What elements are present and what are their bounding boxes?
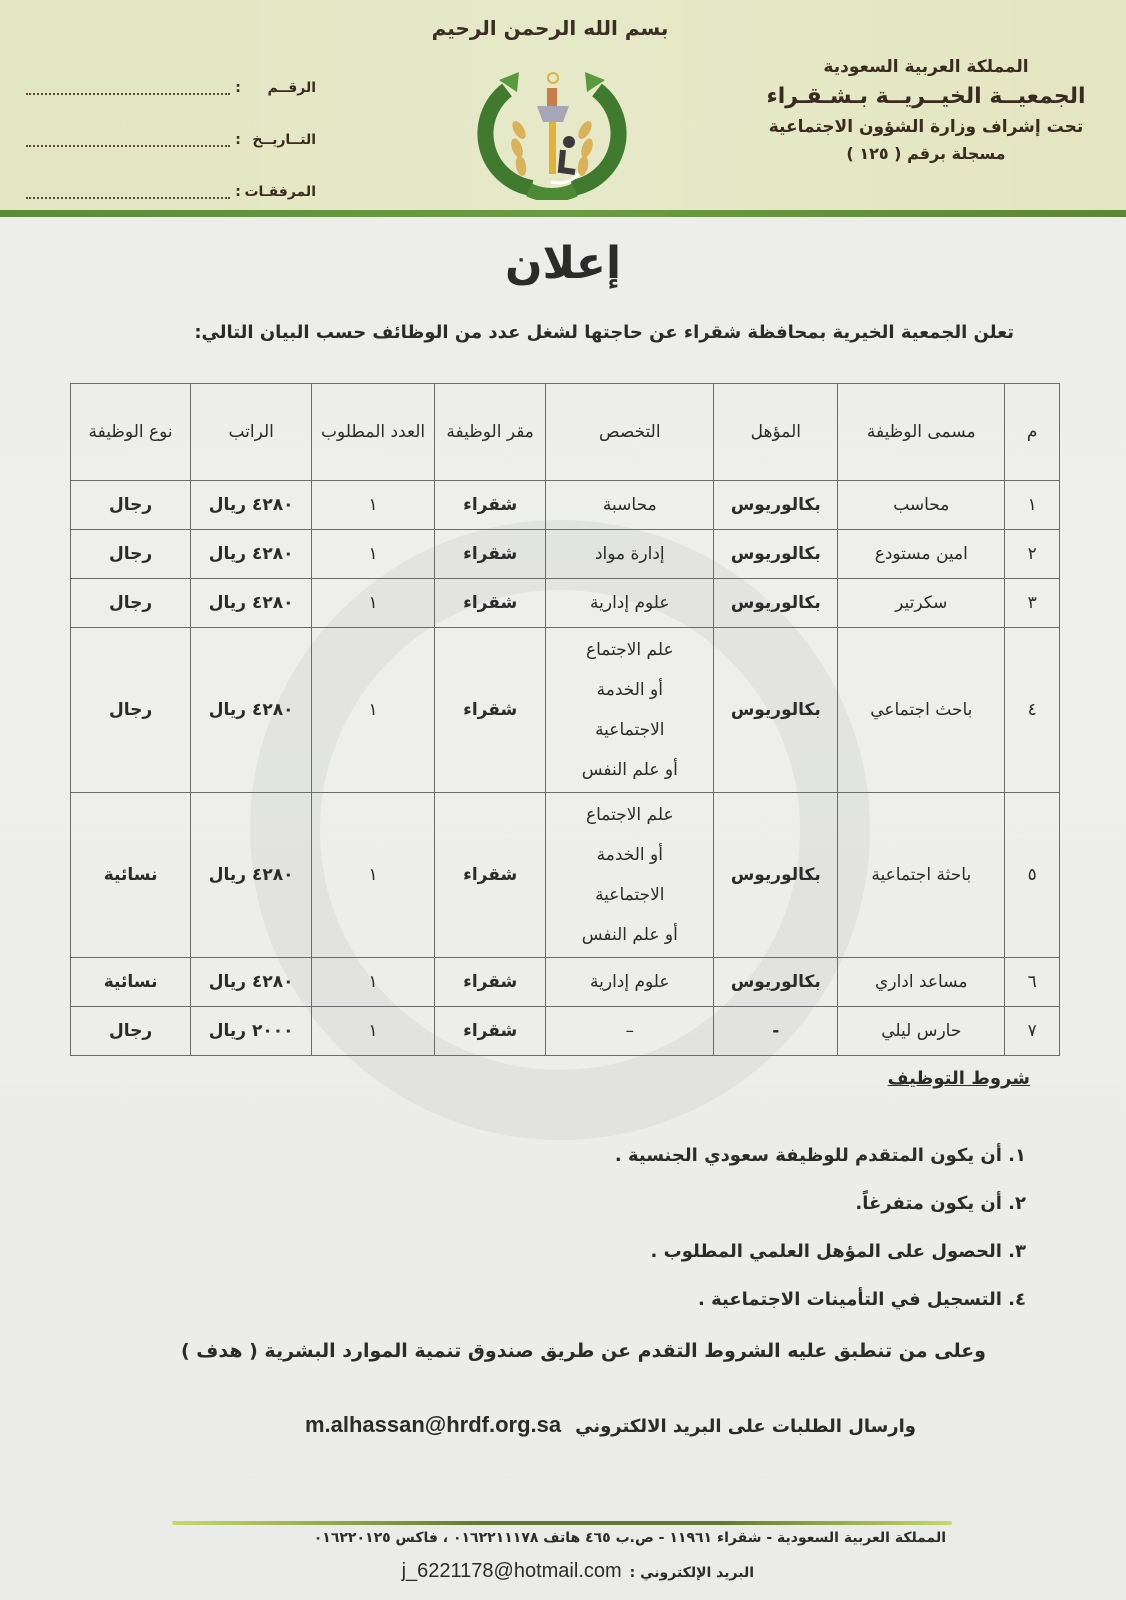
cell-job-title: محاسب <box>838 481 1005 530</box>
condition-item: ٤. التسجيل في التأمينات الاجتماعية . <box>698 1289 1026 1310</box>
table-row <box>71 530 1060 579</box>
reference-fields <box>26 62 316 218</box>
col-header-specialization: التخصص <box>546 384 714 481</box>
cell-count: ١ <box>312 793 435 958</box>
table-row <box>71 628 1060 793</box>
cell-index: ٤ <box>1005 628 1060 793</box>
cell-location: شقراء <box>435 628 546 793</box>
org-registration: مسجلة برقم ( ١٢٥ ) <box>846 143 1006 163</box>
cell-qualification: بكالوريوس <box>714 579 838 628</box>
table-row <box>71 1007 1060 1056</box>
specialization-line: أو الخدمة <box>596 845 663 865</box>
ref-attachments-field: المرفقـات : <box>26 166 316 218</box>
cell-salary: ٤٢٨٠ ريال <box>191 958 312 1007</box>
condition-item: ١. أن يكون المتقدم للوظيفة سعودي الجنسية . <box>614 1145 1026 1166</box>
cell-qualification: بكالوريوس <box>714 628 838 793</box>
table-row <box>71 481 1060 530</box>
submission-email-link[interactable]: m.alhassan@hrdf.org.sa <box>304 1412 562 1437</box>
cell-index: ٧ <box>1005 1007 1060 1056</box>
submission-label: وارسال الطلبات على البريد الالكتروني <box>575 1416 916 1437</box>
ref-date-field: التــاريــخ : <box>26 114 316 166</box>
org-supervision: تحت إشراف وزارة الشؤون الاجتماعية <box>768 116 1084 137</box>
footer-address: المملكة العربية السعودية - شقراء ١١٩٦١ - ص.ب ٤٦٥ هاتف ٠١٦٢٢١١١٧٨ ، فاكس ٠١٦٢٢٠١٢٥ <box>313 1530 946 1546</box>
col-header-location: مقر الوظيفة <box>435 384 546 481</box>
col-header-index: م <box>1005 384 1060 481</box>
submission-line <box>305 1412 916 1438</box>
jobs-table <box>70 383 1060 1056</box>
cell-salary: ٢٠٠٠ ريال <box>191 1007 312 1056</box>
cell-index: ٦ <box>1005 958 1060 1007</box>
ref-attachments-label: المرفقـات <box>244 184 316 200</box>
cell-location: شقراء <box>435 481 546 530</box>
cell-qualification: بكالوريوس <box>714 481 838 530</box>
table-row <box>71 793 1060 958</box>
letterhead <box>0 0 1126 212</box>
cell-specialization: محاسبة <box>546 481 714 530</box>
specialization-line: أو الخدمة <box>596 680 663 700</box>
cell-specialization: علوم إدارية <box>546 579 714 628</box>
ref-number-value <box>26 83 230 95</box>
cell-specialization: – <box>546 1007 714 1056</box>
intro-text: تعلن الجمعية الخيرية بمحافظة شقراء عن حاجتها لشغل عدد من الوظائف حسب البيان التالي: <box>194 322 1014 343</box>
specialization-line: الاجتماعية <box>595 885 665 905</box>
cell-count: ١ <box>312 1007 435 1056</box>
application-note: وعلى من تنطبق عليه الشروط التقدم عن طريق صندوق تنمية الموارد البشرية ( هدف ) <box>181 1340 986 1362</box>
cell-salary: ٤٢٨٠ ريال <box>191 481 312 530</box>
cell-qualification: بكالوريوس <box>714 530 838 579</box>
table-row <box>71 579 1060 628</box>
cell-salary: ٤٢٨٠ ريال <box>191 628 312 793</box>
cell-job-title: امين مستودع <box>838 530 1005 579</box>
condition-item: ٢. أن يكون متفرغاً. <box>855 1193 1026 1214</box>
ref-number-label: الرقــم <box>267 80 316 96</box>
ref-attachments-value <box>26 187 230 199</box>
cell-job-type: نسائية <box>71 958 191 1007</box>
cell-location: شقراء <box>435 793 546 958</box>
cell-location: شقراء <box>435 579 546 628</box>
ref-date-value <box>26 135 230 147</box>
conditions-title: شروط التوظيف <box>887 1068 1030 1089</box>
cell-salary: ٤٢٨٠ ريال <box>191 530 312 579</box>
cell-location: شقراء <box>435 530 546 579</box>
specialization-line: علم الاجتماع <box>585 805 674 825</box>
col-header-job-title: مسمى الوظيفة <box>838 384 1005 481</box>
cell-job-type: رجال <box>71 1007 191 1056</box>
table-row <box>71 958 1060 1007</box>
cell-job-type: رجال <box>71 579 191 628</box>
cell-job-type: نسائية <box>71 793 191 958</box>
conditions-list <box>615 1142 1026 1334</box>
footer-email-line <box>402 1560 754 1583</box>
footer-divider <box>172 1521 952 1525</box>
cell-qualification: بكالوريوس <box>714 793 838 958</box>
cell-index: ١ <box>1005 481 1060 530</box>
basmala: بسم الله الرحمن الرحيم <box>431 16 669 40</box>
table-header-row <box>71 384 1060 481</box>
organization-block <box>766 56 1086 165</box>
footer-email-label: البريد الإلكتروني : <box>629 1565 754 1581</box>
cell-count: ١ <box>312 958 435 1007</box>
page-title: إعلان <box>504 238 622 289</box>
org-country: المملكة العربية السعودية <box>823 57 1029 77</box>
col-header-count: العدد المطلوب <box>312 384 435 481</box>
cell-job-type: رجال <box>71 481 191 530</box>
col-header-job-type: نوع الوظيفة <box>71 384 191 481</box>
cell-count: ١ <box>312 579 435 628</box>
footer-email-link[interactable]: j_6221178@hotmail.com <box>401 1560 622 1582</box>
specialization-line: الاجتماعية <box>595 720 665 740</box>
specialization-line: علم الاجتماع <box>585 640 674 660</box>
cell-job-title: مساعد اداري <box>838 958 1005 1007</box>
cell-location: شقراء <box>435 1007 546 1056</box>
cell-specialization <box>546 628 714 793</box>
cell-specialization: إدارة مواد <box>546 530 714 579</box>
cell-job-type: رجال <box>71 628 191 793</box>
cell-salary: ٤٢٨٠ ريال <box>191 793 312 958</box>
ref-date-label: التــاريــخ <box>252 132 316 148</box>
col-header-qualification: المؤهل <box>714 384 838 481</box>
col-header-salary: الراتب <box>191 384 312 481</box>
cell-salary: ٤٢٨٠ ريال <box>191 579 312 628</box>
specialization-line: أو علم النفس <box>581 760 678 780</box>
cell-index: ٣ <box>1005 579 1060 628</box>
specialization-line: أو علم النفس <box>581 925 678 945</box>
org-name: الجمعيــة الخيــريــة بـشـقـراء <box>766 84 1086 110</box>
cell-index: ٢ <box>1005 530 1060 579</box>
cell-count: ١ <box>312 628 435 793</box>
cell-qualification: بكالوريوس <box>714 958 838 1007</box>
header-divider <box>0 210 1126 217</box>
cell-count: ١ <box>312 530 435 579</box>
cell-count: ١ <box>312 481 435 530</box>
cell-qualification: - <box>714 1007 838 1056</box>
cell-job-title: سكرتير <box>838 579 1005 628</box>
charity-emblem-icon <box>477 50 627 200</box>
condition-item: ٣. الحصول على المؤهل العلمي المطلوب . <box>650 1241 1026 1262</box>
cell-specialization <box>546 793 714 958</box>
cell-job-type: رجال <box>71 530 191 579</box>
cell-job-title: باحث اجتماعي <box>838 628 1005 793</box>
cell-job-title: باحثة اجتماعية <box>838 793 1005 958</box>
cell-index: ٥ <box>1005 793 1060 958</box>
cell-job-title: حارس ليلي <box>838 1007 1005 1056</box>
cell-specialization: علوم إدارية <box>546 958 714 1007</box>
cell-location: شقراء <box>435 958 546 1007</box>
ref-number-field: الرقــم : <box>26 62 316 114</box>
